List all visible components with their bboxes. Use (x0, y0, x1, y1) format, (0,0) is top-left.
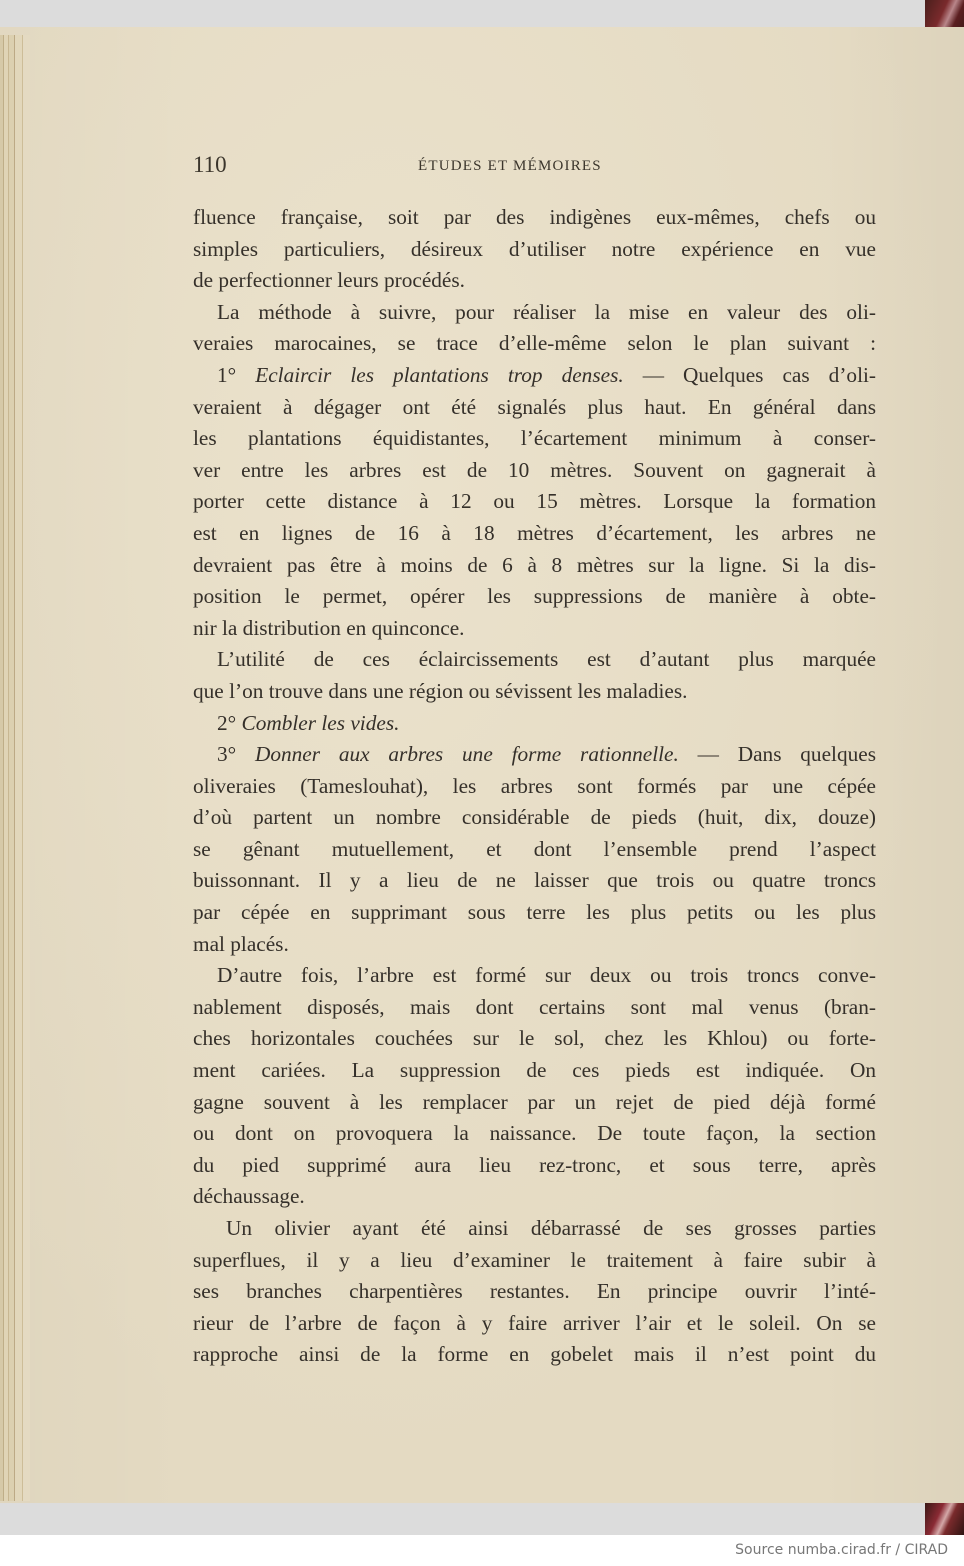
text-line: fluence française, soit par des indigènes eux-mêmes, chefs ou (193, 205, 876, 229)
item-number: 3° (217, 742, 237, 767)
text-line: rieur de l’arbre de façon à y faire arriver l’air et le soleil. On se (193, 1310, 876, 1335)
text-line: La méthode à suivre, pour réaliser la mise en valeur des oli- (217, 299, 876, 324)
item-number: 1° (217, 362, 237, 387)
text-line: D’autre fois, l’arbre est formé sur deux ou trois troncs conve- (217, 963, 876, 988)
source-credit: Source numba.cirad.fr / CIRAD (735, 1542, 948, 1558)
text-line: position le permet, opérer les suppressions de manière à obte- (193, 584, 876, 609)
list-item-heading (193, 708, 876, 740)
running-title: ÉTUDES ET MÉMOIRES (418, 158, 602, 174)
text-line: ver entre les arbres est de 10 mètres. Souvent on gagnerait à (193, 457, 876, 482)
text-line: L’utilité de ces éclaircissements est d’autant plus marquée (217, 647, 876, 672)
list-item-heading: 3° Donner aux arbres une forme rationnelle. — Dans quelques (217, 742, 876, 767)
text-line: superflues, il y a lieu d’examiner le traitement à faire subir à (193, 1247, 876, 1272)
text-line: de perfectionner leurs procédés. (193, 268, 465, 293)
text-line: ches horizontales couchées sur le sol, chez les Khlou) ou forte- (193, 1026, 876, 1051)
text-line: devraient pas être à moins de 6 à 8 mètres sur la ligne. Si la dis- (193, 552, 876, 577)
list-item-heading: 1° Eclaircir les plantations trop denses. — Quelques cas d’oli- (217, 362, 876, 387)
page-number: 110 (193, 152, 227, 177)
item-title: Combler les vides. (241, 710, 400, 735)
text-line: simples particuliers, désireux d’utiliser notre expérience en vue (193, 236, 876, 261)
text-line: est en lignes de 16 à 18 mètres d’écartement, les arbres ne (193, 520, 876, 545)
page-edges (0, 35, 30, 1501)
item-title: Eclaircir les plantations trop denses. (255, 362, 624, 387)
text-line: nablement disposés, mais dont certains sont mal venus (bran- (193, 994, 876, 1019)
text-line: déchaussage. (193, 1184, 305, 1209)
text-line: Un olivier ayant été ainsi débarrassé de ses grosses parties (226, 1216, 876, 1240)
text-line: ment cariées. La suppression de ces pieds est indiquée. On (193, 1058, 876, 1083)
text-line: ses branches charpentières restantes. En principe ouvrir l’inté- (193, 1279, 876, 1304)
text-line: veraies marocaines, se trace d’elle-même selon le plan suivant : (193, 331, 876, 356)
text-line: les plantations équidistantes, l’écartement minimum à conser- (193, 426, 876, 451)
text-line: par cépée en supprimant sous terre les plus petits ou les plus (193, 900, 876, 925)
book-binding-ribbon (925, 1503, 964, 1535)
text-line: porter cette distance à 12 ou 15 mètres. Lorsque la formation (193, 489, 876, 514)
text-line: ou dont on provoquera la naissance. De toute façon, la section (193, 1121, 876, 1146)
running-head (193, 150, 879, 180)
text-line: se gênant mutuellement, et dont l’ensemble prend l’aspect (193, 836, 876, 861)
text-line: buissonnant. Il y a lieu de ne laisser que trois ou quatre troncs (193, 868, 876, 893)
body-text (193, 202, 876, 1371)
text-line: nir la distribution en quinconce. (193, 615, 465, 640)
text-line: d’où partent un nombre considérable de pieds (huit, dix, douze) (193, 805, 876, 830)
text-line: veraient à dégager ont été signalés plus haut. En général dans (193, 394, 876, 419)
text-line: rapproche ainsi de la forme en gobelet mais il n’est point du (193, 1342, 876, 1367)
text-line: que l’on trouve dans une région ou sévissent les maladies. (193, 678, 688, 703)
item-title: Donner aux arbres une forme rationnelle. (254, 742, 679, 767)
text-line: mal placés. (193, 931, 289, 956)
text-line: gagne souvent à les remplacer par un rejet de pied déjà formé (193, 1089, 876, 1114)
text-line: du pied supprimé aura lieu rez-tronc, et sous terre, après (193, 1152, 876, 1177)
text-line: oliveraies (Tameslouhat), les arbres sont formés par une cépée (193, 773, 876, 798)
item-number: 2° (217, 710, 237, 735)
